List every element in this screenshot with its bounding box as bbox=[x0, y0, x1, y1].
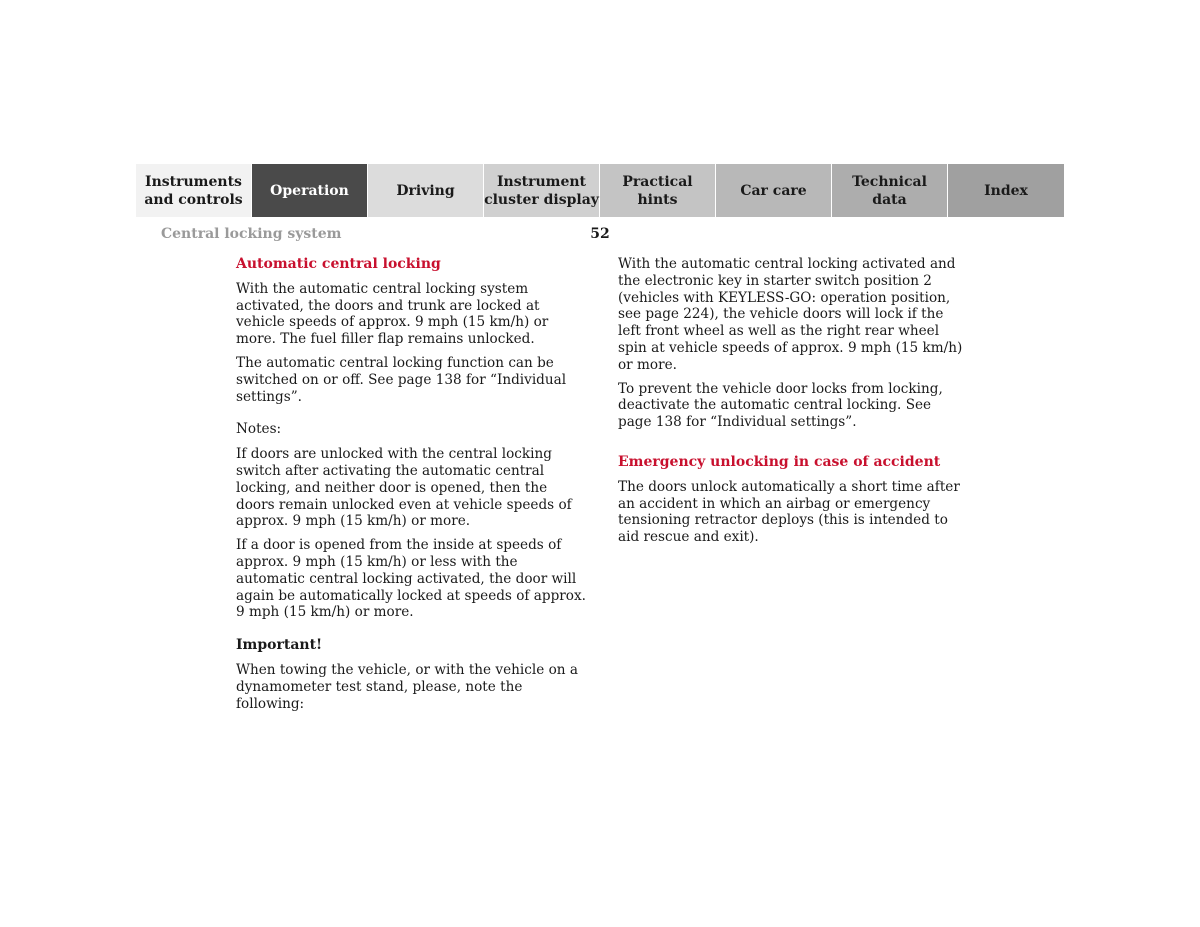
tab-index[interactable]: Index bbox=[948, 164, 1064, 217]
paragraph: When towing the vehicle, or with the vehicle on a dynamometer test stand, please, note the following: bbox=[236, 661, 578, 712]
tab-technical-data[interactable]: Technical data bbox=[832, 164, 948, 217]
paragraph: With the automatic central locking system activated, the doors and trunk are locked at vehicle speeds of approx. 9 mph (15 km/h) or more. The fuel filler flap remains unlocked. bbox=[236, 280, 549, 348]
tab-practical-hints[interactable]: Practical hints bbox=[600, 164, 716, 217]
paragraph: The doors unlock automatically a short time after an accident in which an airbag or emergency tensioning retractor deploys (this is intended to aid rescue and exit). bbox=[618, 478, 960, 546]
left-column bbox=[236, 256, 586, 719]
right-column bbox=[618, 256, 968, 553]
important-label: Important! bbox=[236, 637, 323, 654]
heading-emergency-unlocking: Emergency unlocking in case of accident bbox=[618, 453, 941, 470]
paragraph: If doors are unlocked with the central locking switch after activating the automatic central locking, and neither door is opened, then the doors remain unlocked even at vehicle speeds of approx. 9 mph (15 km/h) or more. bbox=[236, 446, 572, 530]
tab-operation[interactable]: Operation bbox=[252, 164, 368, 217]
notes-label: Notes: bbox=[236, 421, 282, 438]
paragraph: If a door is opened from the inside at speeds of approx. 9 mph (15 km/h) or less with the automatic central locking activated, the door will again be automatically locked at speeds of approx. 9 mph (15 km/h) or more. bbox=[236, 537, 586, 621]
paragraph: To prevent the vehicle door locks from locking, deactivate the automatic central locking. See page 138 for “Individual settings”. bbox=[618, 380, 943, 431]
tab-instrument-cluster-display[interactable]: Instrument cluster display bbox=[484, 164, 600, 217]
heading-automatic-central-locking: Automatic central locking bbox=[236, 256, 441, 272]
paragraph: With the automatic central locking activated and the electronic key in starter switch position 2 (vehicles with KEYLESS-GO: operation position, see page 224), the vehicle doors will lock if the left front wheel as well as the right rear wheel spin at vehicle speeds of approx. 9 mph (15 km/h) or more. bbox=[618, 256, 963, 373]
chapter-tab-bar bbox=[136, 164, 1064, 217]
tab-driving[interactable]: Driving bbox=[368, 164, 484, 217]
page-number: 52 bbox=[590, 226, 610, 242]
section-title: Central locking system bbox=[161, 226, 342, 242]
tab-instruments-and-controls[interactable]: Instruments and controls bbox=[136, 164, 252, 217]
paragraph: The automatic central locking function can be switched on or off. See page 138 for “Individual settings”. bbox=[236, 354, 567, 405]
tab-car-care[interactable]: Car care bbox=[716, 164, 832, 217]
